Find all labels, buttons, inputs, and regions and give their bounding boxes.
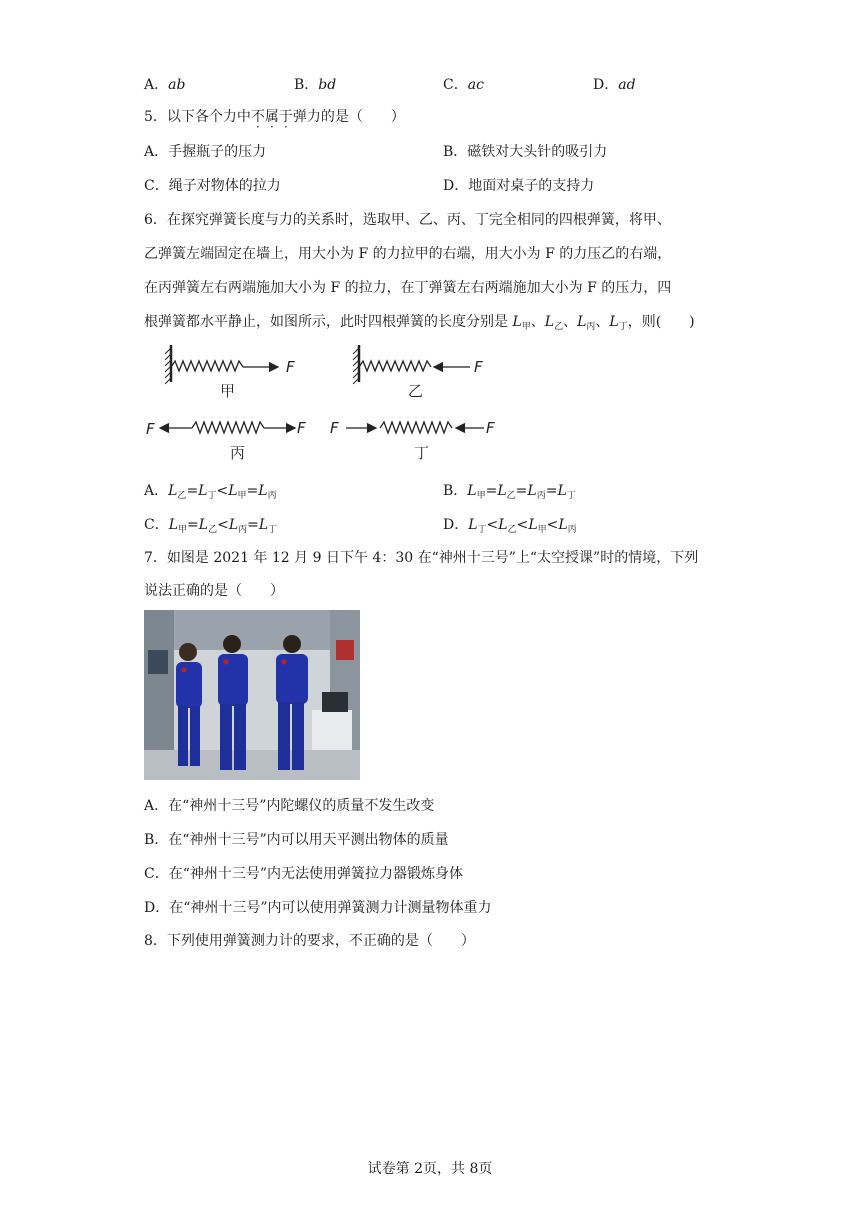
q5-option-c: C．绳子对物体的拉力: [144, 178, 281, 194]
spring-bing: [192, 422, 264, 433]
spring-ding: [380, 422, 452, 433]
force-label: F: [146, 420, 155, 438]
spring-bing-group: [146, 419, 306, 462]
q4-option-d: D．ad: [593, 77, 636, 93]
force-label: F: [330, 419, 339, 437]
q4-option-b: B．bd: [294, 77, 337, 93]
label-jia: 甲: [220, 382, 236, 400]
spring-yi: [359, 361, 431, 371]
q7-option-a: A．在“神州十三号”内陀螺仪的质量不发生改变: [144, 798, 435, 814]
q5-stem: 5．以下各个力中不属于弹力的是（ ）: [144, 109, 405, 125]
spring-ding-group: [330, 419, 495, 462]
q6-line-1: 6．在探究弹簧长度与力的关系时，选取甲、乙、丙、丁完全相同的四根弹簧，将甲、: [144, 212, 671, 228]
q5-option-b: B．磁铁对大头针的吸引力: [443, 144, 608, 160]
force-label: F: [286, 358, 295, 376]
q5-option-a: A．手握瓶子的压力: [144, 144, 267, 160]
q7-option-d: D．在“神州十三号”内可以使用弹簧测力计测量物体重力: [144, 900, 492, 916]
q6-line-3: 在丙弹簧左右两端施加大小为 F 的拉力，在丁弹簧左右两端施加大小为 F 的压力，四: [144, 280, 672, 296]
force-label: F: [297, 419, 306, 437]
label-bing: 丙: [230, 444, 246, 462]
q6-option-b: B．$L_甲=L_乙=L_丙=L_丁$: [443, 483, 576, 501]
q7-option-b: B．在“神州十三号”内可以用天平测出物体的质量: [144, 832, 449, 848]
q5-option-d: D．地面对桌子的支持力: [443, 178, 595, 194]
space-class-photo: [144, 610, 360, 780]
q4-option-c: C．ac: [443, 77, 484, 93]
q7-line-1: 7．如图是 2021 年 12 月 9 日下午 4：30 在“神州十三号”上“太空授课”时的情境，下列: [144, 550, 699, 566]
force-label: F: [486, 419, 495, 437]
label-yi: 乙: [408, 382, 424, 400]
q6-option-c: C．$L_甲=L_乙<L_丙=L_丁$: [144, 517, 278, 535]
q7-line-2: 说法正确的是（ ）: [144, 583, 284, 599]
page-footer: 试卷第 2页，共 8页: [367, 1161, 493, 1177]
q7-option-c: C．在“神州十三号”内无法使用弹簧拉力器锻炼身体: [144, 866, 464, 882]
spring-jia: [171, 361, 243, 371]
q6-line-4: 根弹簧都水平静止，如图所示，此时四根弹簧的长度分别是 $L_甲$、$L_乙$、$L_丙$、$L_丁$，则( ): [144, 314, 695, 332]
label-ding: 丁: [414, 444, 430, 462]
q6-option-d: D．$L_丁<L_乙<L_甲<L_丙$: [443, 517, 577, 535]
q6-spring-diagram: [140, 340, 520, 470]
q6-option-a: A．$L_乙=L_丁<L_甲=L_丙$: [144, 483, 277, 501]
q6-line-2: 乙弹簧左端固定在墙上，用大小为 F 的力拉甲的右端，用大小为 F 的力压乙的右端，: [144, 246, 672, 262]
q8-stem: 8．下列使用弹簧测力计的要求，不正确的是（ ）: [144, 933, 475, 949]
spring-jia-group: [165, 345, 295, 400]
force-label: F: [474, 358, 483, 376]
spring-yi-group: [353, 345, 483, 400]
q4-option-a: A．ab: [144, 77, 186, 93]
